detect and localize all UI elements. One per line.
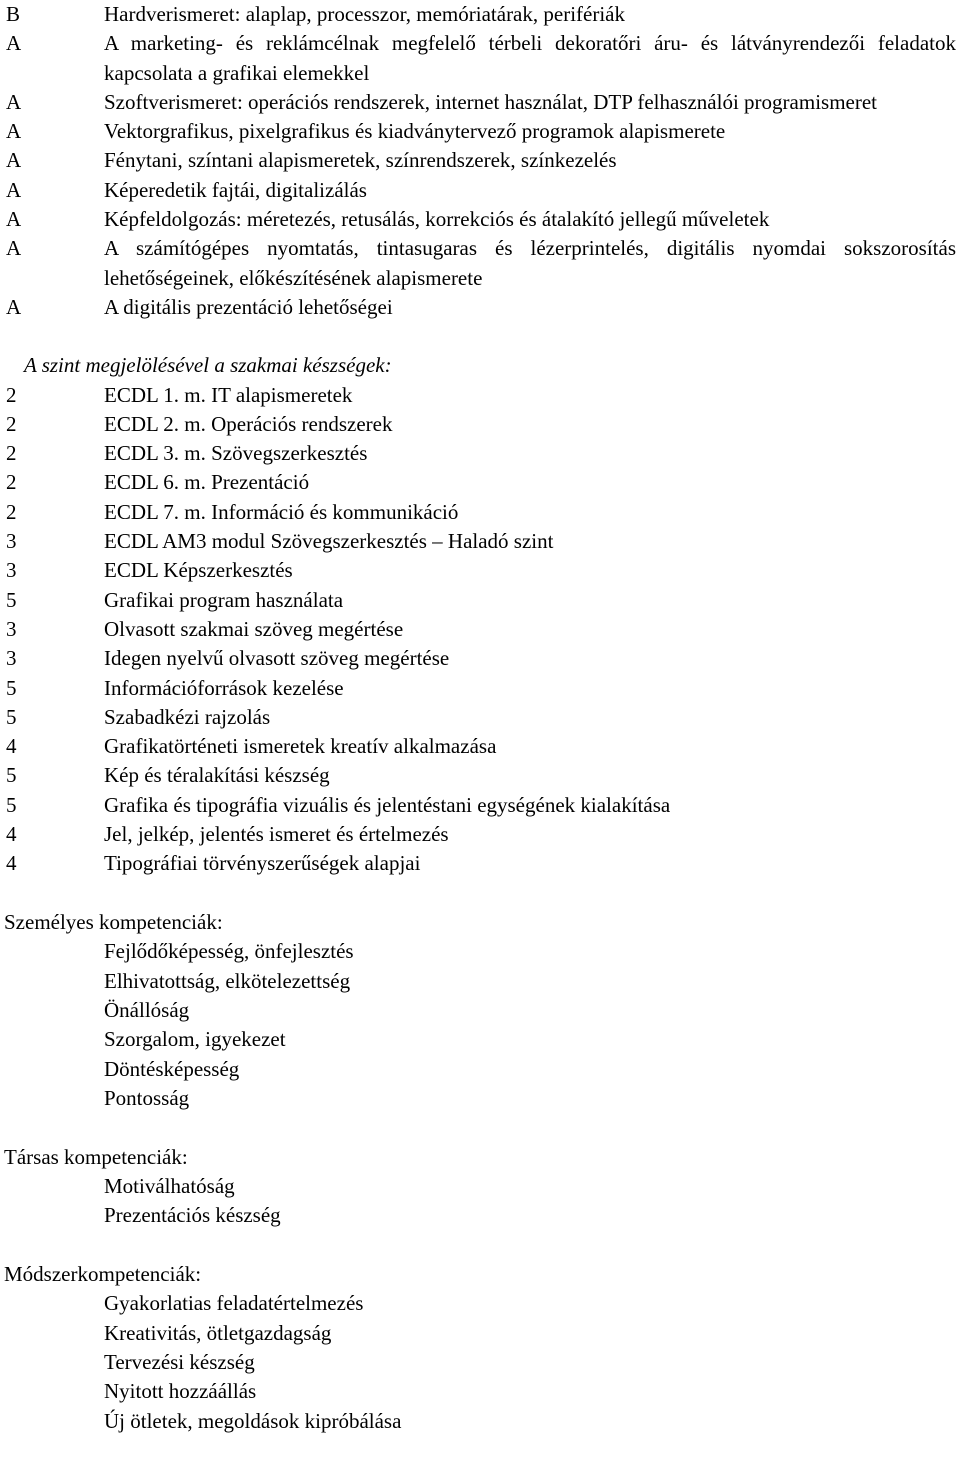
item-text: A digitális prezentáció lehetőségei [104,294,393,319]
list-item [0,791,960,820]
item-text: A marketing- és reklámcélnak megfelelő térbeli dekoratőri áru- és látványrendezői feladatok kapcsolata a grafikai elemekkel [104,31,956,85]
level-code: A [6,236,22,261]
item-text: Olvasott szakmai szöveg megértése [104,616,404,641]
list-item [0,117,960,146]
list-item: Fejlődőképesség, önfejlesztés [104,939,354,964]
section-heading: Módszerkompetenciák: [4,1262,202,1287]
list-item [0,293,960,322]
list-item: Tervezési készség [104,1349,255,1374]
spacer [0,1113,960,1143]
list-item: Szorgalom, igyekezet [104,1027,286,1052]
list-item: Pontosság [104,1085,190,1110]
list-item [0,615,960,644]
item-text: Szabadkézi rajzolás [104,704,271,729]
level-code: A [6,119,22,144]
personal-competencies [0,908,960,1113]
list-item [0,205,960,234]
item-text: Kép és téralakítási készség [104,763,330,788]
list-item [0,468,960,497]
list-item: Prezentációs készség [104,1203,281,1228]
list-item: Gyakorlatias feladatértelmezés [104,1291,364,1316]
level-code: 3 [6,646,17,671]
level-code: 5 [6,587,17,612]
spacer [0,879,960,909]
section-heading: Társas kompetenciák: [4,1144,188,1169]
level-code: 4 [6,851,17,876]
list-item: Nyitott hozzáállás [104,1379,257,1404]
level-code: 3 [6,529,17,554]
item-text: Hardverismeret: alaplap, processzor, memóriatárak, perifériák [104,2,625,26]
item-text: Szoftverismeret: operációs rendszerek, internet használat, DTP felhasználói programismeret [104,89,878,114]
section-heading: Személyes kompetenciák: [4,910,223,935]
list-item: Döntésképesség [104,1056,240,1081]
level-code: 5 [6,675,17,700]
list-item [0,644,960,673]
level-code: 4 [6,822,17,847]
list-item [0,29,960,88]
level-code: 3 [6,558,17,583]
item-text: Információforrások kezelése [104,675,344,700]
list-item [0,176,960,205]
level-code: 2 [6,499,17,524]
level-code: 2 [6,470,17,495]
list-item [0,527,960,556]
list-item: Kreativitás, ötletgazdagság [104,1320,332,1345]
list-item [0,820,960,849]
item-text: Tipográfiai törvényszerűségek alapjai [104,851,421,876]
list-item [0,703,960,732]
list-item [0,88,960,117]
list-item [0,556,960,585]
list-item [0,849,960,878]
list-item: Önállóság [104,998,190,1022]
item-text: Grafika és tipográfia vizuális és jelentéstani egységének kialakítása [104,792,671,817]
level-code: A [6,89,22,114]
item-text: ECDL AM3 modul Szövegszerkesztés – Haladó szint [104,529,554,554]
level-code: 2 [6,382,17,407]
level-code: B [6,2,21,26]
item-text: ECDL Képszerkesztés [104,558,293,583]
level-code: A [6,31,22,56]
list-item [0,410,960,439]
list-item: Elhivatottság, elkötelezettség [104,968,351,993]
item-text: ECDL 3. m. Szövegszerkesztés [104,441,368,466]
list-item: Motiválhatóság [104,1173,235,1198]
item-text: ECDL 6. m. Prezentáció [104,470,310,495]
level-code: 4 [6,734,17,759]
list-item [0,234,960,293]
level-code: A [6,294,22,319]
spacer [0,322,960,351]
list-item [0,586,960,615]
list-item: Új ötletek, megoldások kipróbálása [104,1408,402,1433]
list-item [0,439,960,468]
list-item [0,0,960,29]
item-text: Képeredetik fajtái, digitalizálás [104,177,367,202]
item-text: A számítógépes nyomtatás, tintasugaras és lézerprintelés, digitális nyomdai sokszorosítás lehetőségeinek, előkészítésének alapismerete [104,236,956,290]
level-code: 2 [6,441,17,466]
level-code: 2 [6,411,17,436]
item-text: Grafikai program használata [104,587,344,612]
item-text: ECDL 2. m. Operációs rendszerek [104,411,393,436]
social-competencies [0,1143,960,1231]
list-item [0,381,960,410]
spacer [0,1231,960,1261]
list-item [0,498,960,527]
list-item [0,732,960,761]
level-code: A [6,177,22,202]
list-item [0,761,960,790]
level-code: 3 [6,616,17,641]
skills-list [0,381,960,879]
skills-heading: A szint megjelölésével a szakmai készségek: [24,353,392,378]
item-text: Képfeldolgozás: méretezés, retusálás, korrekciós és átalakító jellegű műveletek [104,207,770,232]
item-text: Vektorgrafikus, pixelgrafikus és kiadványtervező programok alapismerete [104,119,726,144]
level-code: 5 [6,792,17,817]
level-code: 5 [6,704,17,729]
item-text: ECDL 7. m. Információ és kommunikáció [104,499,459,524]
item-text: ECDL 1. m. IT alapismeretek [104,382,353,407]
list-item [0,146,960,175]
item-text: Fénytani, színtani alapismeretek, színrendszerek, színkezelés [104,148,617,173]
item-text: Jel, jelkép, jelentés ismeret és értelmezés [104,822,449,847]
knowledge-list [0,0,960,322]
level-code: 5 [6,763,17,788]
item-text: Grafikatörténeti ismeretek kreatív alkalmazása [104,734,497,759]
level-code: A [6,207,22,232]
method-competencies [0,1260,960,1436]
list-item [0,674,960,703]
item-text: Idegen nyelvű olvasott szöveg megértése [104,646,450,671]
level-code: A [6,148,22,173]
